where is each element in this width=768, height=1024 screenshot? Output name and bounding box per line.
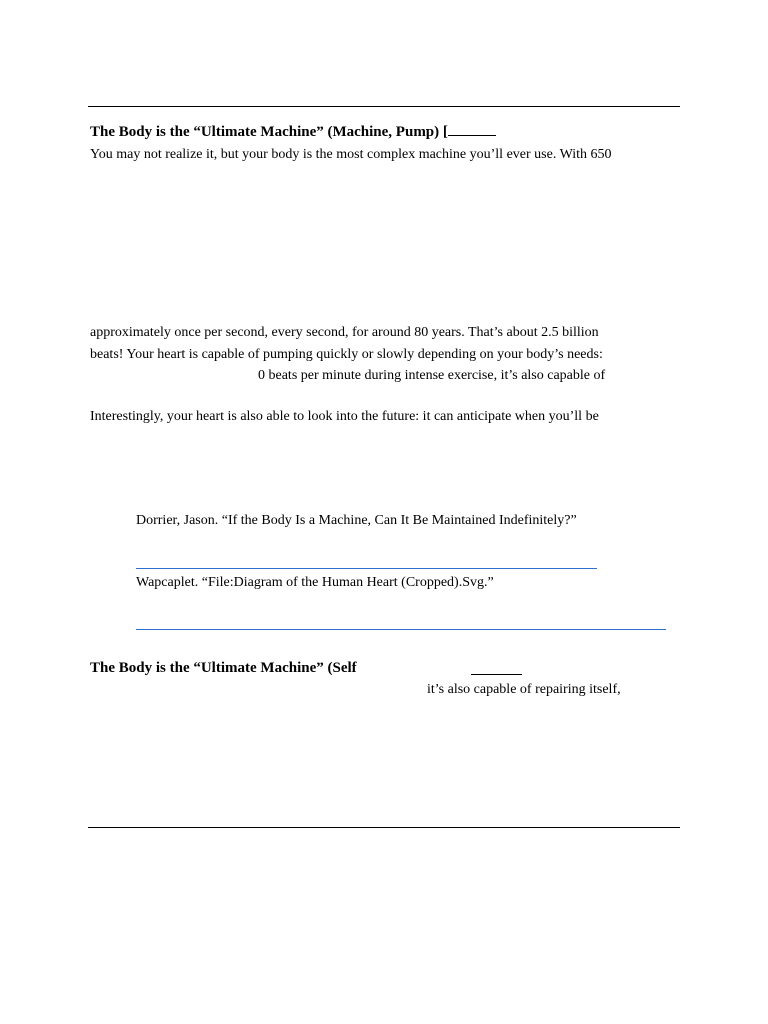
fill-in-blank-2[interactable] (471, 674, 522, 675)
section1-line1: You may not realize it, but your body is the most complex machine you’ll ever use. With 650 (90, 147, 612, 162)
section1-line5: Interestingly, your heart is also able to look into the future: it can anticipate when you’ll be (90, 409, 599, 424)
section1-line3: beats! Your heart is capable of pumping quickly or slowly depending on your body’s needs: (90, 347, 603, 362)
citation-wapcaplet: Wapcaplet. “File:Diagram of the Human Heart (Cropped).Svg.” (136, 575, 494, 590)
bottom-rule (88, 827, 680, 828)
section2-heading-text: The Body is the “Ultimate Machine” (Self (90, 660, 357, 676)
section2-heading (90, 658, 357, 678)
citation-wapcaplet-link[interactable] (136, 629, 666, 630)
citation-dorrier-link[interactable] (136, 568, 597, 569)
section1-line4: 0 beats per minute during intense exercise, it’s also capable of (258, 368, 606, 383)
citation-dorrier: Dorrier, Jason. “If the Body Is a Machine, Can It Be Maintained Indefinitely?” (136, 513, 577, 528)
section1-line2: approximately once per second, every second, for around 80 years. That’s about 2.5 billion (90, 325, 599, 340)
section1-heading (90, 121, 496, 142)
section1-heading-text: The Body is the “Ultimate Machine” (Machine, Pump) [ (90, 124, 448, 140)
section2-line1: it’s also capable of repairing itself, (427, 682, 621, 697)
top-rule (88, 106, 680, 107)
fill-in-blank[interactable] (448, 121, 496, 136)
